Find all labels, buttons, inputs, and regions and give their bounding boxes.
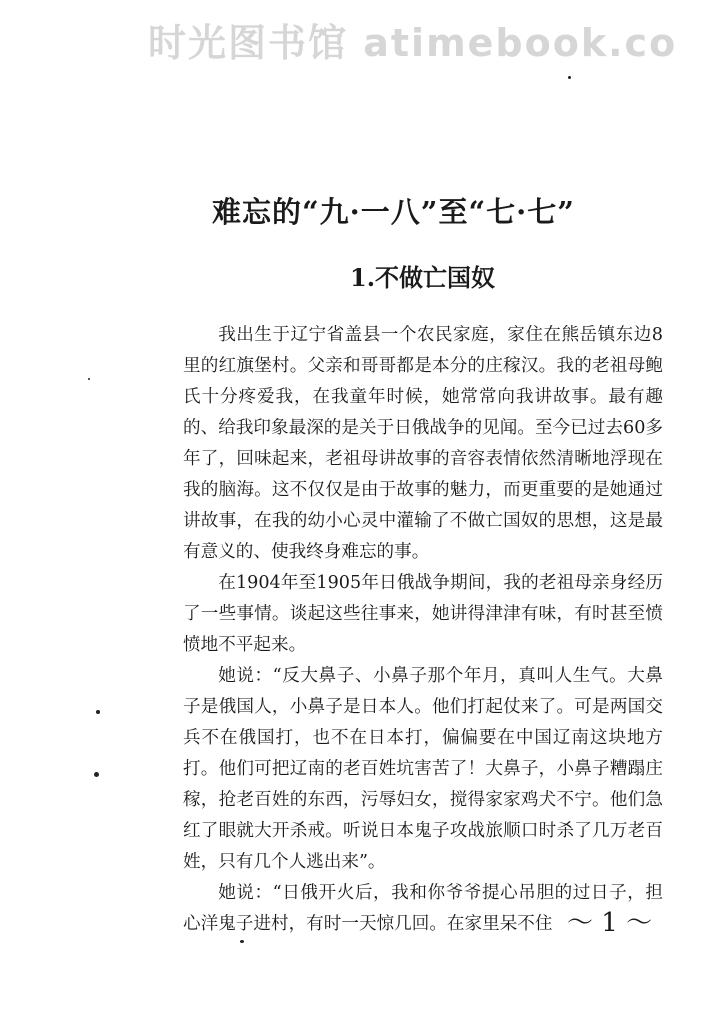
body-text [183,320,663,940]
paragraph-4: 她说：“日俄开火后，我和你爷爷提心吊胆的过日子，担心洋鬼子进村，有时一天惊几回。在家里呆不住 [183,883,663,934]
chapter-title: 难忘的“九·一八”至“七·七” [212,195,575,229]
watermark: 时光图书馆 atimebook.co [148,21,678,65]
section-title: 1.不做亡国奴 [350,263,496,292]
scan-speck [240,940,244,943]
paragraph-1: 我出生于辽宁省盖县一个农民家庭，家住在熊岳镇东边8里的红旗堡村。父亲和哥哥都是本分的庄稼汉。我的老祖母鲍氏十分疼爱我，在我童年时候，她常常向我讲故事。最有趣的、给我印象最深的是关于日俄战争的见闻。至今已过去60多年了，回味起来，老祖母讲故事的音容表情依然清晰地浮现在我的脑海。这不仅仅是由于故事的魅力，而更重要的是她通过讲故事，在我的幼小心灵中灌输了不做亡国奴的思想，这是最有意义的、使我终身难忘的事。 [183,325,663,562]
paragraph-3: 她说：“反大鼻子、小鼻子那个年月，真叫人生气。大鼻子是俄国人，小鼻子是日本人。他们打起仗来了。可是两国交兵不在俄国打，也不在日本打，偏偏要在中国辽南这块地方打。他们可把辽南的老百姓坑害苦了！大鼻子，小鼻子糟蹋庄稼，抢老百姓的东西，污辱妇女，搅得家家鸡犬不宁。他们急红了眼就大开杀戒。听说日本鬼子攻战旅顺口时杀了几万老百姓，只有几个人逃出来”。 [183,666,663,872]
scan-speck [96,710,100,714]
page-number: ～ 1 ～ [567,908,653,938]
paragraph-2: 在1904年至1905年日俄战争期间，我的老祖母亲身经历了一些事情。谈起这些往事来，她讲得津津有味，有时甚至愤愤地不平起来。 [183,573,663,655]
scan-speck [568,76,571,79]
scan-speck [94,772,99,777]
scan-speck [88,378,90,380]
